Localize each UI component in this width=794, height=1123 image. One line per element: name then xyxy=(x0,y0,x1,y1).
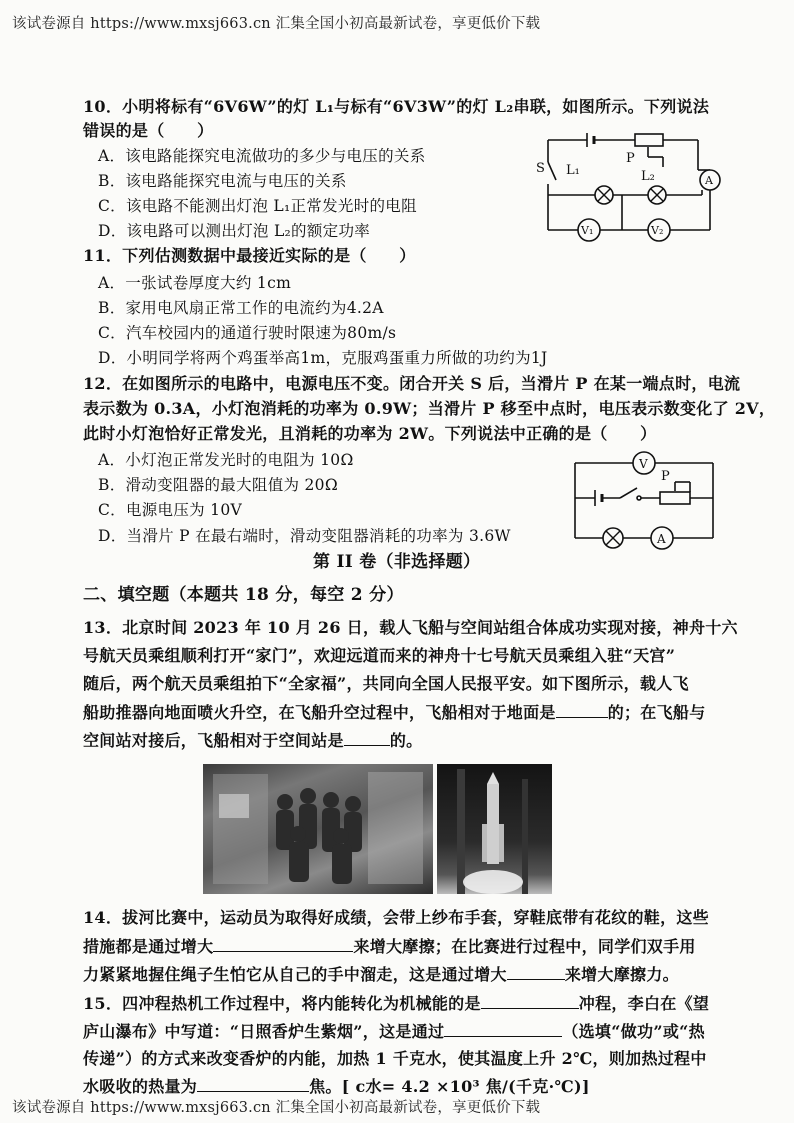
q12-option-b: B．滑动变阻器的最大阻值为 20Ω xyxy=(98,476,338,494)
label-p: P xyxy=(626,151,635,166)
q15-line3: 传递”）的方式来改变香炉的内能，加热 1 千克水，使其温度上升 2℃，则加热过程中 xyxy=(83,1049,707,1068)
q10-option-d: D．该电路可以测出灯泡 L₂的额定功率 xyxy=(98,222,371,240)
q15-answer-blank-3[interactable] xyxy=(197,1075,309,1092)
q12-switch-contact xyxy=(637,496,641,500)
q15-answer-blank-2[interactable] xyxy=(444,1020,562,1037)
q11-stem: 11．下列估测数据中最接近实际的是（ ） xyxy=(83,246,416,265)
q15-answer-blank-1[interactable] xyxy=(481,992,579,1009)
q12-stem-line1: 12．在如图所示的电路中，电源电压不变。闭合开关 S 后，当滑片 P 在某一端点时，电流 xyxy=(83,374,741,393)
q14-answer-blank-1[interactable] xyxy=(213,935,353,952)
astronauts-group-photo xyxy=(203,764,433,894)
q12-stem-line2: 表示数为 0.3A，小灯泡消耗的功率为 0.9W；当滑片 P 移至中点时，电压表示数变化了 2V， xyxy=(83,399,776,418)
footer-source-text: 该试卷源自 https://www.mxsj663.cn 汇集全国小初高最新试卷，享更低价下载 xyxy=(12,1100,541,1116)
label-l1: L₁ xyxy=(566,163,580,178)
q15-line4-text-b: 焦。[ c水= 4.2 ×10³ 焦/(千克·℃)] xyxy=(309,1077,590,1096)
q12-stem-line3: 此时小灯泡恰好正常发光，且消耗的功率为 2W。下列说法中正确的是（ ） xyxy=(83,424,657,443)
q13-line4-text-b: 的；在飞船与 xyxy=(607,703,706,722)
q15-line4 xyxy=(83,1075,590,1098)
q10-stem-line1: 10．小明将标有“6V6W”的灯 L₁与标有“6V3W”的灯 L₂串联，如图所示。下列说法 xyxy=(83,97,710,116)
q15-line1 xyxy=(83,992,709,1015)
rocket-photo-art xyxy=(437,764,552,894)
q14-line2-text-a: 措施都是通过增大 xyxy=(83,937,214,956)
q12-option-a: A．小灯泡正常发光时的电阻为 10Ω xyxy=(98,451,354,469)
q15-line2-text-a: 庐山瀑布》中写道：“日照香炉生紫烟”，这是通过 xyxy=(83,1022,445,1041)
section2-title: 二、填空题（本题共 18 分，每空 2 分） xyxy=(83,585,404,605)
q12-switch-blade xyxy=(620,488,637,498)
header-source-text: 该试卷源自 https://www.mxsj663.cn 汇集全国小初高最新试卷，享更低价下载 xyxy=(12,16,541,32)
q15-line2-text-b: （选填“做功”或“热 xyxy=(562,1022,705,1041)
q13-line1: 13．北京时间 2023 年 10 月 26 日，载人飞船与空间站组合体成功实现对接，神舟十六 xyxy=(83,618,738,637)
q12-label-p: P xyxy=(661,469,670,484)
q11-option-d: D．小明同学将两个鸡蛋举高1m，克服鸡蛋重力所做的功约为1J xyxy=(98,349,548,367)
rocket-launch-photo xyxy=(437,764,552,894)
q15-line1-text-a: 15．四冲程热机工作过程中，将内能转化为机械能的是 xyxy=(83,994,481,1013)
q13-answer-blank-1[interactable] xyxy=(556,701,608,718)
part2-title: 第 II 卷（非选择题） xyxy=(313,552,481,572)
label-v1: V₁ xyxy=(581,224,594,237)
q10-stem-line2: 错误的是（ ） xyxy=(83,121,214,140)
q12-circuit-diagram xyxy=(565,448,730,556)
q14-line2-text-b: 来增大摩擦；在比赛进行过程中，同学们双手用 xyxy=(353,937,696,956)
q10-circuit-diagram xyxy=(530,122,730,257)
q13-line5-text-b: 的。 xyxy=(389,731,423,750)
q14-line3 xyxy=(83,963,679,986)
q12-rheostat xyxy=(660,492,690,504)
q12-label-v: V xyxy=(639,457,648,471)
q12-option-c: C．电源电压为 10V xyxy=(98,501,243,519)
q13-answer-blank-2[interactable] xyxy=(344,729,390,746)
q14-line2 xyxy=(83,935,696,958)
q10-option-a: A．该电路能探究电流做功的多少与电压的关系 xyxy=(98,147,426,165)
q15-line4-text-a: 水吸收的热量为 xyxy=(83,1077,198,1096)
q12-label-a: A xyxy=(657,532,666,546)
q10-switch-blade xyxy=(548,162,556,180)
q10-option-c: C．该电路不能测出灯泡 L₁正常发光时的电阻 xyxy=(98,197,417,215)
q11-option-c: C．汽车校园内的通道行驶时限速为80m/s xyxy=(98,324,397,342)
q13-line3: 随后，两个航天员乘组拍下“全家福”，共同向全国人民报平安。如下图所示，载人飞 xyxy=(83,674,689,693)
q13-line2: 号航天员乘组顺利打开“家门”，欢迎远道而来的神舟十七号航天员乘组入驻“天宫” xyxy=(83,646,676,665)
q14-answer-blank-2[interactable] xyxy=(507,963,565,980)
label-v2: V₂ xyxy=(651,224,664,237)
q13-line5 xyxy=(83,729,422,752)
q11-option-b: B．家用电风扇正常工作的电流约为4.2A xyxy=(98,299,384,317)
q12-option-d: D．当滑片 P 在最右端时，滑动变阻器消耗的功率为 3.6W xyxy=(98,527,511,545)
q15-line1-text-b: 冲程，李白在《望 xyxy=(578,994,710,1013)
q13-line4-text-a: 船助推器向地面喷火升空，在飞船升空过程中，飞船相对于地面是 xyxy=(83,703,556,722)
q11-option-a: A．一张试卷厚度大约 1cm xyxy=(98,274,292,292)
label-a: A xyxy=(705,174,713,187)
q10-rheostat xyxy=(635,134,663,146)
q14-line3-text-b: 来增大摩擦力。 xyxy=(564,965,679,984)
q15-line2 xyxy=(83,1020,705,1043)
label-s: S xyxy=(536,161,545,176)
q14-line1: 14．拔河比赛中，运动员为取得好成绩，会带上纱布手套，穿鞋底带有花纹的鞋，这些 xyxy=(83,908,709,927)
q10-option-b: B．该电路能探究电流与电压的关系 xyxy=(98,172,347,190)
label-l2: L₂ xyxy=(641,169,655,184)
q14-line3-text-a: 力紧紧地握住绳子生怕它从自己的手中溜走，这是通过增大 xyxy=(83,965,507,984)
astronauts-photo-art xyxy=(203,764,433,894)
q13-line4 xyxy=(83,701,706,724)
q13-line5-text-a: 空间站对接后，飞船相对于空间站是 xyxy=(83,731,344,750)
